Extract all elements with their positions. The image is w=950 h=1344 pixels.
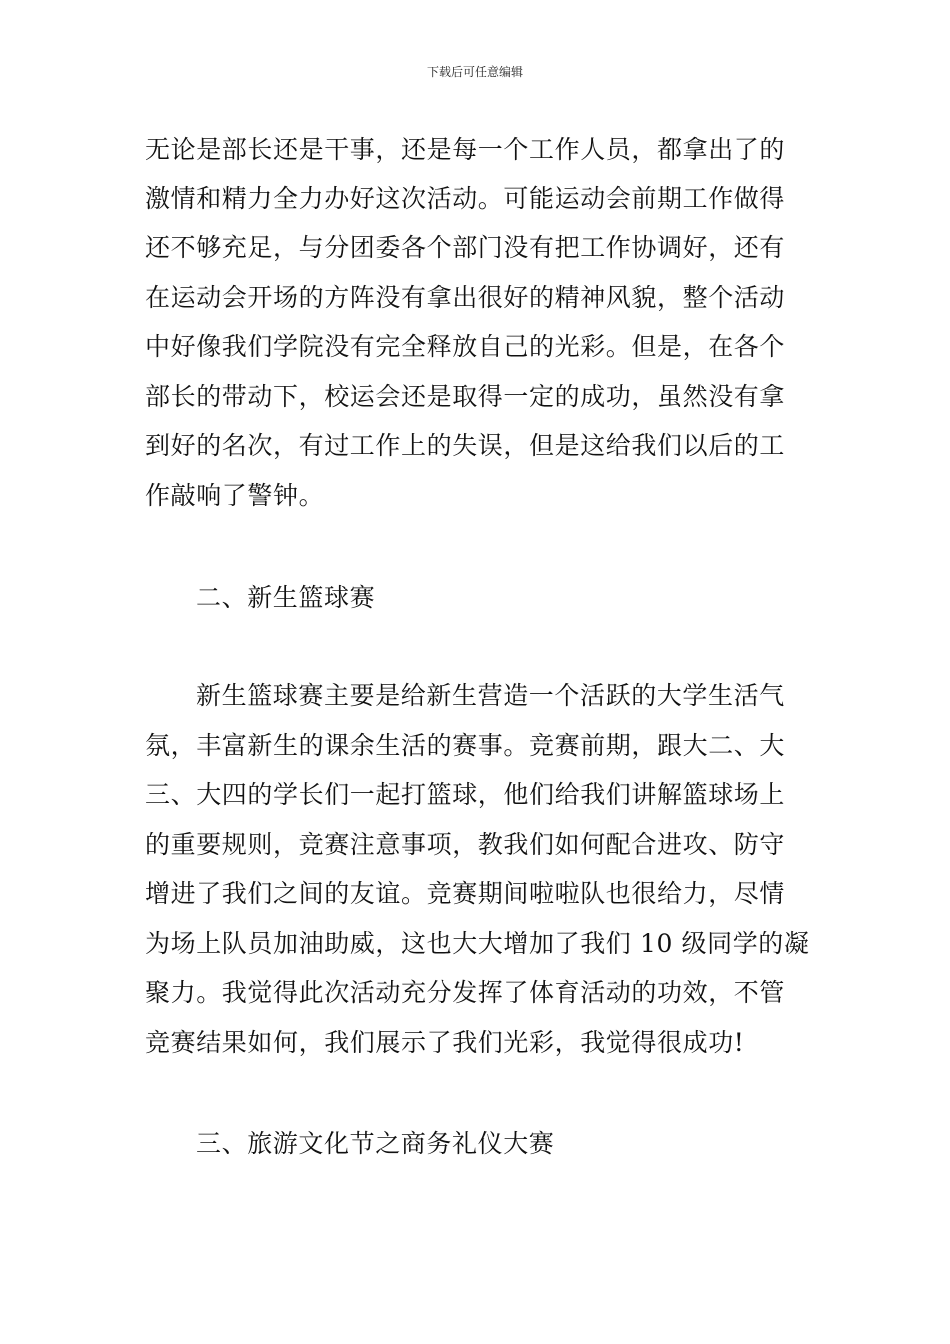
text-line: 为场上队员加油助威，这也大大增加了我们 10 级同学的凝 xyxy=(145,929,810,958)
text-line: 无论是部长还是干事，还是每一个工作人员，都拿出了的 xyxy=(145,135,786,164)
text-line: 增进了我们之间的友谊。竞赛期间啦啦队也很给力，尽情 xyxy=(145,879,786,908)
section-heading: 三、旅游文化节之商务礼仪大赛 xyxy=(196,1129,555,1158)
text-line: 聚力。我觉得此次活动充分发挥了体育活动的功效，不管 xyxy=(145,978,786,1007)
text-line: 中好像我们学院没有完全释放自己的光彩。但是，在各个 xyxy=(145,332,786,361)
text-line: 激情和精力全力办好这次活动。可能运动会前期工作做得 xyxy=(145,184,786,213)
text-line: 到好的名次，有过工作上的失误，但是这给我们以后的工 xyxy=(145,431,786,460)
text-line: 竞赛结果如何，我们展示了我们光彩，我觉得很成功! xyxy=(145,1028,745,1057)
page-header: 下载后可任意编辑 xyxy=(426,65,523,79)
text-line: 还不够充足，与分团委各个部门没有把工作协调好，还有 xyxy=(145,233,786,262)
section-heading: 二、新生篮球赛 xyxy=(196,583,376,612)
text-line: 作敲响了警钟。 xyxy=(145,481,325,510)
text-line: 部长的带动下，校运会还是取得一定的成功，虽然没有拿 xyxy=(145,382,786,411)
text-line: 的重要规则，竞赛注意事项，教我们如何配合进攻、防守 xyxy=(145,830,786,859)
text-line: 氛，丰富新生的课余生活的赛事。竞赛前期，跟大二、大 xyxy=(145,731,786,760)
text-line: 在运动会开场的方阵没有拿出很好的精神风貌，整个活动 xyxy=(145,283,786,312)
text-line: 三、大四的学长们一起打篮球，他们给我们讲解篮球场上 xyxy=(145,780,786,809)
text-line: 新生篮球赛主要是给新生营造一个活跃的大学生活气 xyxy=(196,681,785,710)
